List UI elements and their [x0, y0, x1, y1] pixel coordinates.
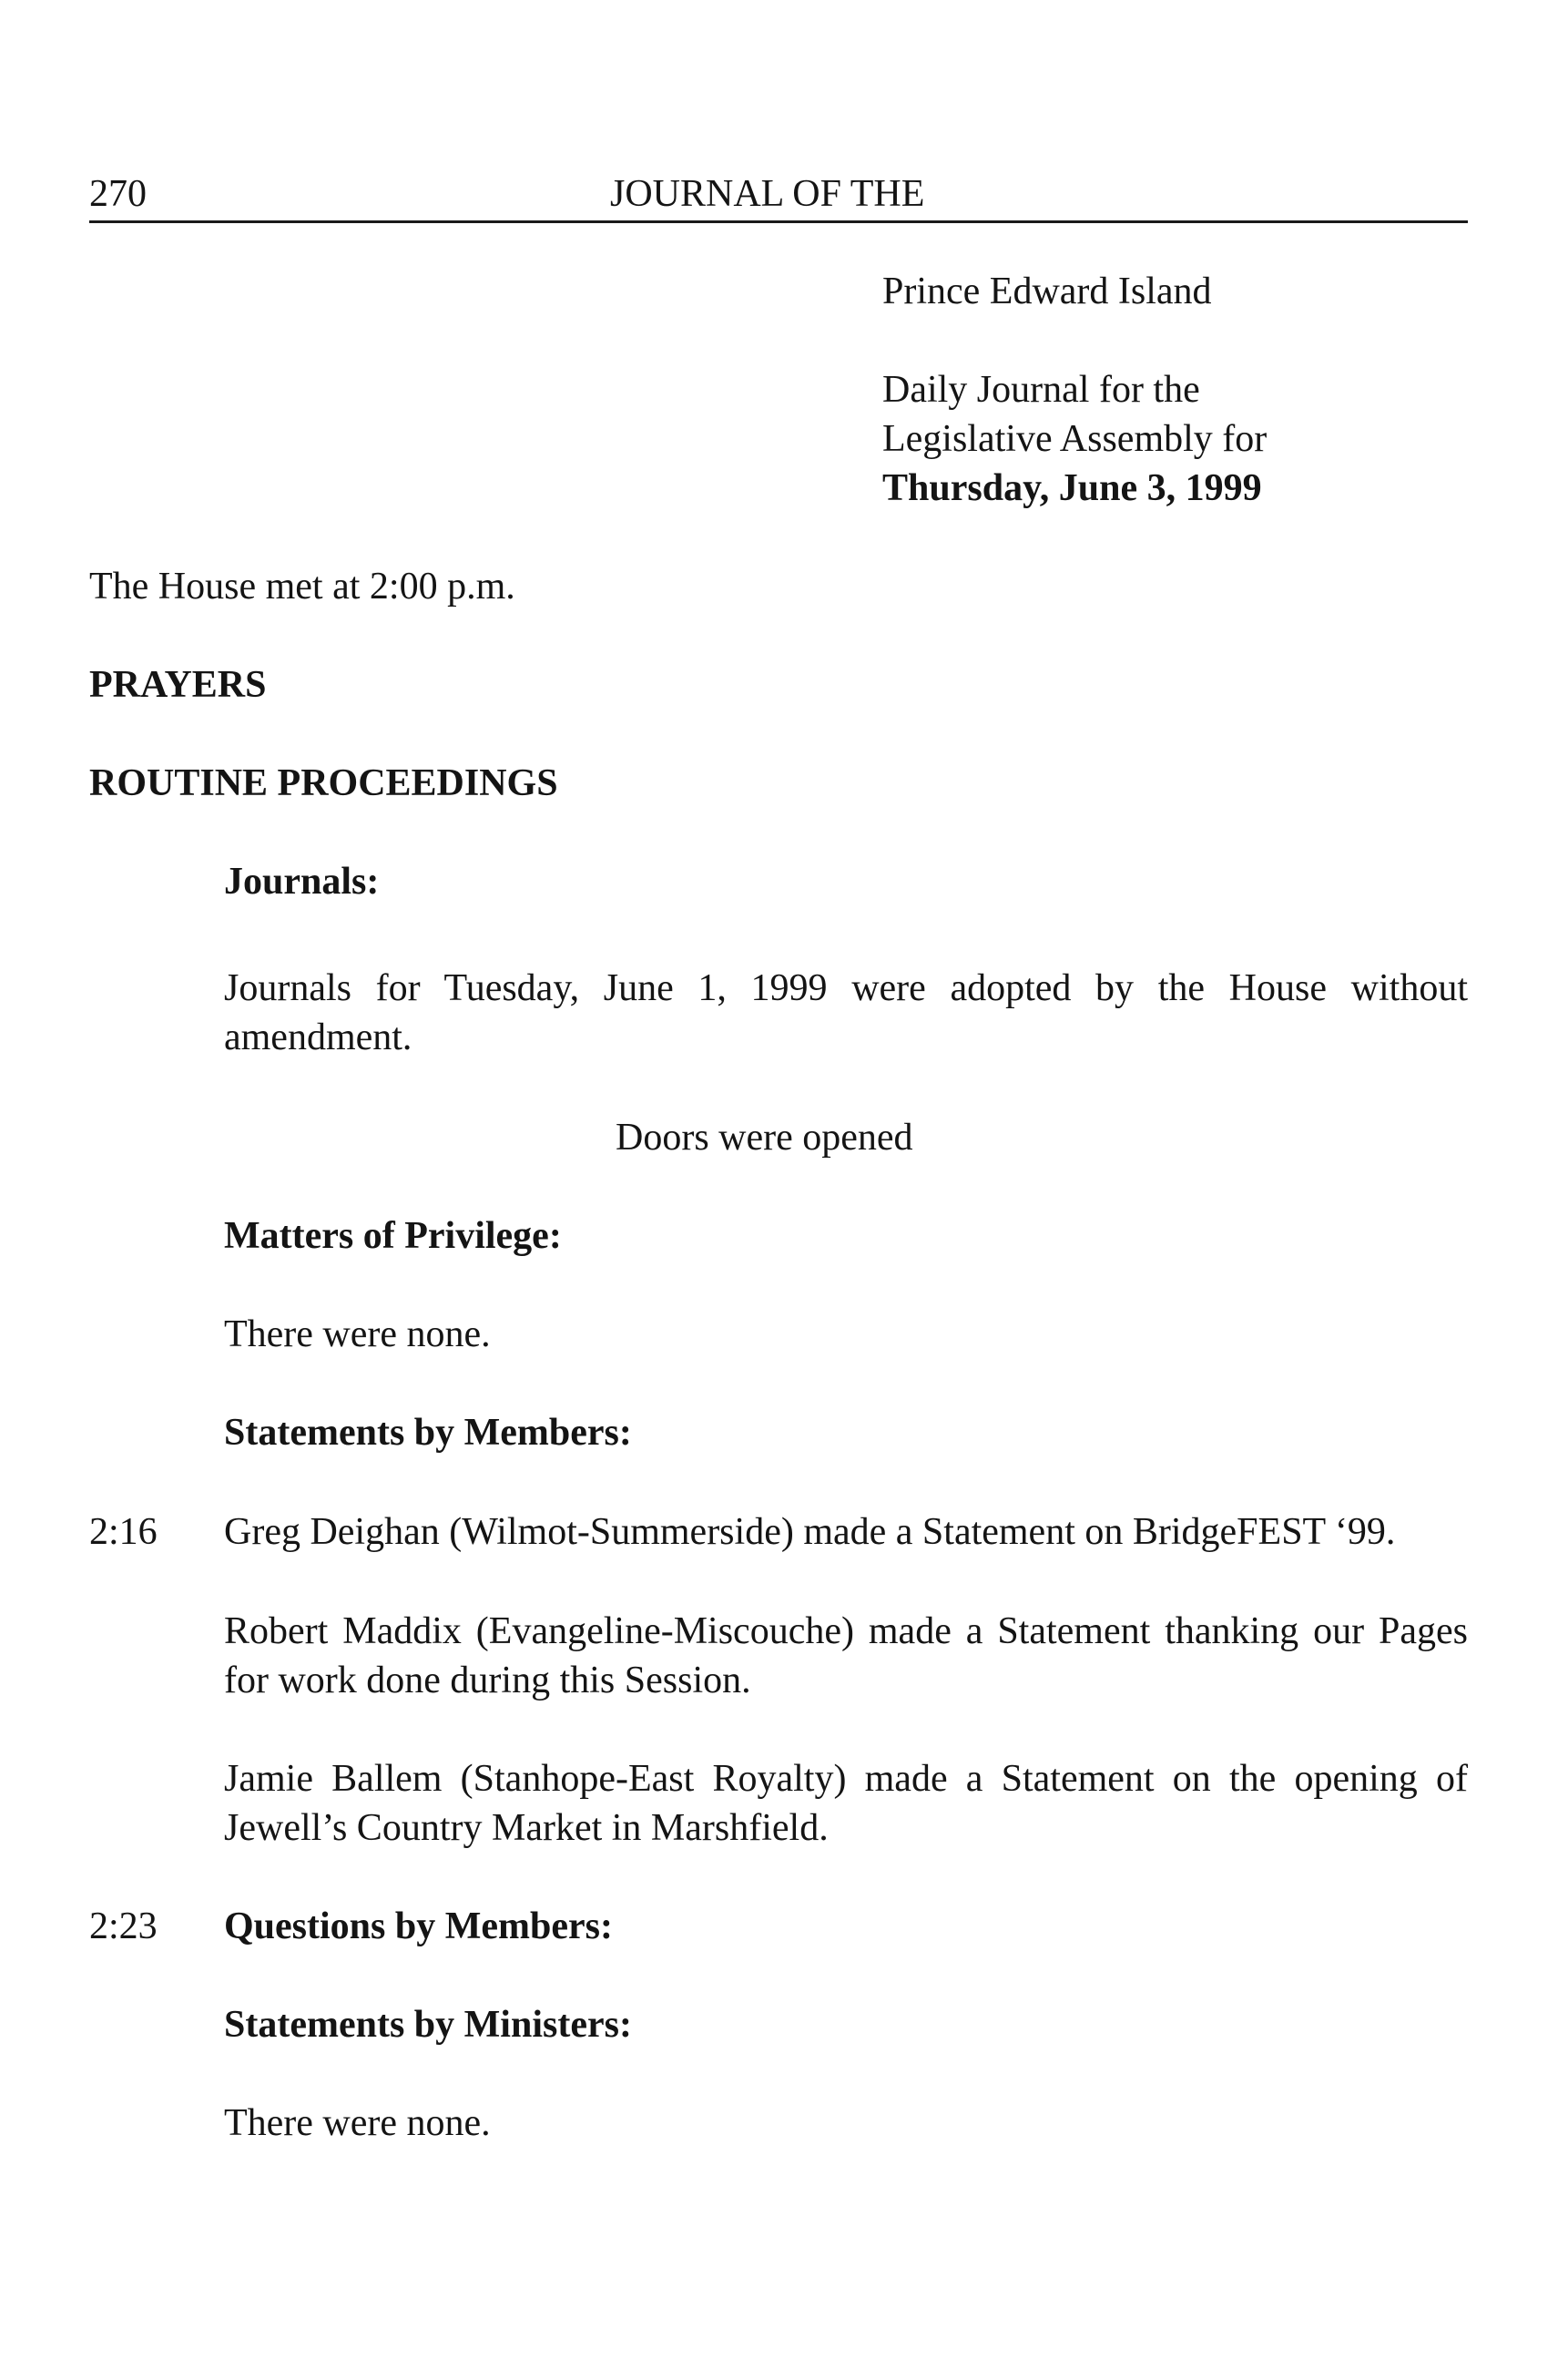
journal-date: Thursday, June 3, 1999 — [882, 467, 1262, 509]
statements-ministers-heading: Statements by Ministers: — [224, 2004, 632, 2046]
member-statement: Robert Maddix (Evangeline-Miscouche) made a Statement thanking our Pages for work done during this Session. — [224, 1610, 1468, 1701]
privilege-heading: Matters of Privilege: — [224, 1215, 562, 1257]
statements-ministers-text: There were none. — [224, 2102, 491, 2144]
member-statement: Greg Deighan (Wilmot-Summerside) made a Statement on BridgeFEST ‘99. — [224, 1511, 1396, 1553]
journal-description-line: Legislative Assembly for — [882, 418, 1268, 460]
privilege-text: There were none. — [224, 1313, 491, 1355]
opening-statement: The House met at 2:00 p.m. — [89, 566, 515, 608]
time-stamp: 2:23 — [89, 1905, 158, 1947]
province-title: Prince Edward Island — [882, 271, 1212, 312]
journal-description — [882, 365, 1465, 513]
journal-description-line: Daily Journal for the — [882, 369, 1200, 411]
time-stamp: 2:16 — [89, 1511, 158, 1553]
questions-heading: Questions by Members: — [224, 1905, 613, 1947]
page-number: 270 — [89, 173, 147, 215]
running-head-title: JOURNAL OF THE — [610, 173, 925, 215]
statements-members-heading: Statements by Members: — [224, 1412, 632, 1454]
section-prayers: PRAYERS — [89, 664, 267, 706]
running-head — [89, 169, 1468, 223]
doors-notice: Doors were opened — [616, 1117, 913, 1159]
journals-text: Journals for Tuesday, June 1, 1999 were adopted by the House without amendment. — [224, 967, 1468, 1058]
section-routine-proceedings: ROUTINE PROCEEDINGS — [89, 762, 558, 804]
journals-heading: Journals: — [224, 861, 380, 903]
member-statement: Jamie Ballem (Stanhope-East Royalty) made a Statement on the opening of Jewell’s Country Market in Marshfield. — [224, 1758, 1468, 1849]
